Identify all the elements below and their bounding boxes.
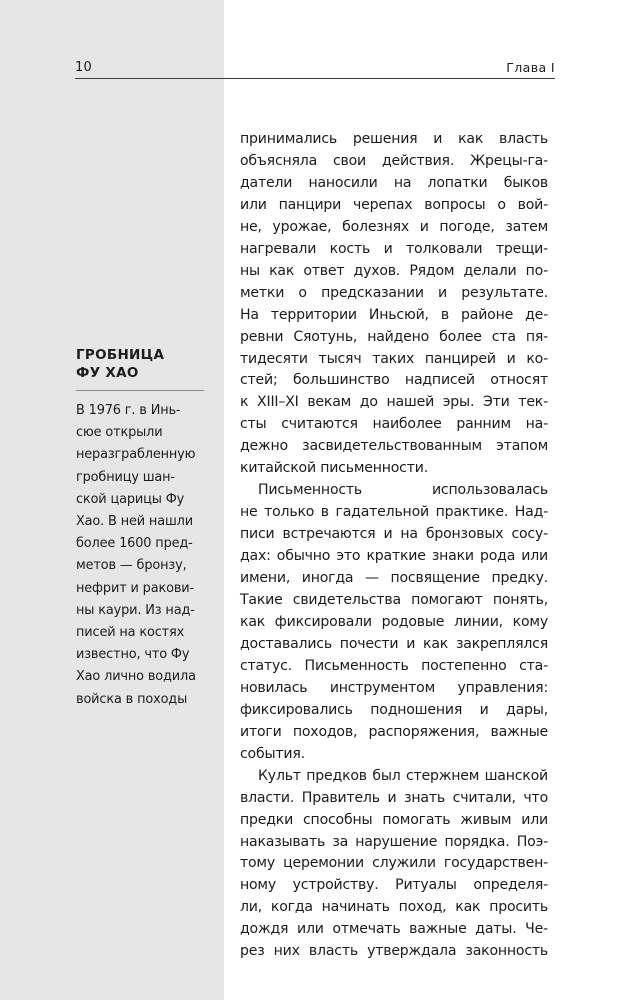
text-line: тому церемонии служили государствен-	[240, 855, 548, 872]
sidebar-text-line: писей на костях	[76, 625, 185, 641]
text-line: Письменность использовалась	[258, 482, 548, 499]
sidebar-text-line: метов — бронзу,	[76, 558, 187, 574]
sidebar-text-line: Хао. В ней нашли	[76, 514, 193, 530]
text-line: доставались почести и как закреплялся	[240, 635, 548, 652]
text-line: дах: обычно это краткие знаки рода или	[240, 548, 548, 565]
sidebar-text-line: ны каури. Из над-	[76, 602, 195, 618]
text-line: датели наносили на лопатки быков	[240, 174, 548, 191]
text-line: объясняла свои действия. Жрецы-га-	[240, 152, 548, 169]
text-line: Такие свидетельства помогают понять,	[240, 592, 548, 609]
paragraph	[240, 766, 548, 964]
text-line: не, урожае, болезнях и погоде, затем	[240, 218, 548, 235]
sidebar-text-line: гробницу шан-	[76, 469, 175, 485]
sidebar-title	[76, 346, 216, 382]
text-line: события.	[240, 745, 305, 762]
sidebar-divider	[76, 390, 204, 391]
sidebar-text-line: В 1976 г. в Инь-	[76, 403, 181, 418]
running-head: Глава I	[506, 60, 555, 75]
sidebar-text-line: ской царицы Фу	[76, 491, 185, 507]
sidebar-text-line: более 1600 пред-	[76, 536, 193, 552]
text-line: как фиксировали родовые линии, кому	[240, 613, 548, 630]
sidebar-title-line: ГРОБНИЦА	[76, 347, 165, 363]
text-line: метки о предсказании и результате.	[240, 284, 548, 301]
text-line: итоги походов, распоряжения, важные	[240, 723, 548, 740]
text-line: к XIII–XI векам до нашей эры. Эти тек-	[240, 394, 548, 411]
header-rule	[75, 78, 555, 79]
text-line: китайской письменности.	[240, 460, 428, 477]
text-line: писи встречаются и на бронзовых сосу-	[240, 526, 548, 543]
text-line: стей; большинство надписей относят	[240, 372, 548, 389]
text-line: На территории Иньсюй, в районе де-	[240, 306, 548, 323]
text-line: сты считаются наиболее ранним на-	[240, 416, 548, 433]
text-line: тидесяти тысяч таких панцирей и ко-	[240, 350, 548, 367]
text-line: статус. Письменность постепенно ста-	[240, 657, 548, 674]
text-line: рез них власть утверждала законность	[240, 943, 548, 960]
paragraph	[240, 129, 548, 480]
text-line: ревни Сяотунь, найдено более ста пя-	[240, 328, 548, 345]
sidebar-box	[76, 346, 216, 711]
text-line: ны как ответ духов. Рядом делали по-	[240, 262, 548, 279]
sidebar-body	[76, 400, 216, 711]
sidebar-text-line: неразграбленную	[76, 447, 196, 463]
sidebar-text-line: нефрит и ракови-	[76, 580, 195, 596]
text-line: или панцири черепах вопросы о вой-	[240, 196, 548, 213]
sidebar-text-line: сюе открыли	[76, 425, 163, 441]
text-line: ли, когда начинать поход, как просить	[240, 899, 548, 916]
text-line: дежно засвидетельствованным этапом	[240, 438, 548, 455]
sidebar-title-line: ФУ ХАО	[76, 365, 139, 381]
paragraph	[240, 480, 548, 765]
sidebar-text-line: известно, что Фу	[76, 647, 190, 663]
sidebar-text-line: войска в походы	[76, 691, 188, 707]
main-text-column	[240, 129, 548, 963]
text-line: фиксировались подношения и дары,	[240, 701, 548, 718]
sidebar-text-line: Хао лично водила	[76, 669, 196, 685]
text-line: ному устройству. Ритуалы определя-	[240, 877, 548, 894]
text-line: дождя или отмечать важные даты. Че-	[240, 921, 548, 938]
text-line: власти. Правитель и знать считали, что	[240, 789, 548, 806]
text-line: наказывать за нарушение порядка. Поэ-	[240, 833, 548, 850]
page-number: 10	[75, 60, 92, 75]
text-line: предки способны помогать живым или	[240, 811, 548, 828]
text-line: новилась инструментом управления:	[240, 679, 548, 696]
text-line: нагревали кость и толковали трещи-	[240, 240, 548, 257]
text-line: не только в гадательной практике. Над-	[240, 504, 548, 521]
text-line: принимались решения и как власть	[240, 131, 548, 147]
text-line: Культ предков был стержнем шанской	[258, 767, 548, 784]
text-line: имени, иногда — посвящение предку.	[240, 570, 548, 587]
